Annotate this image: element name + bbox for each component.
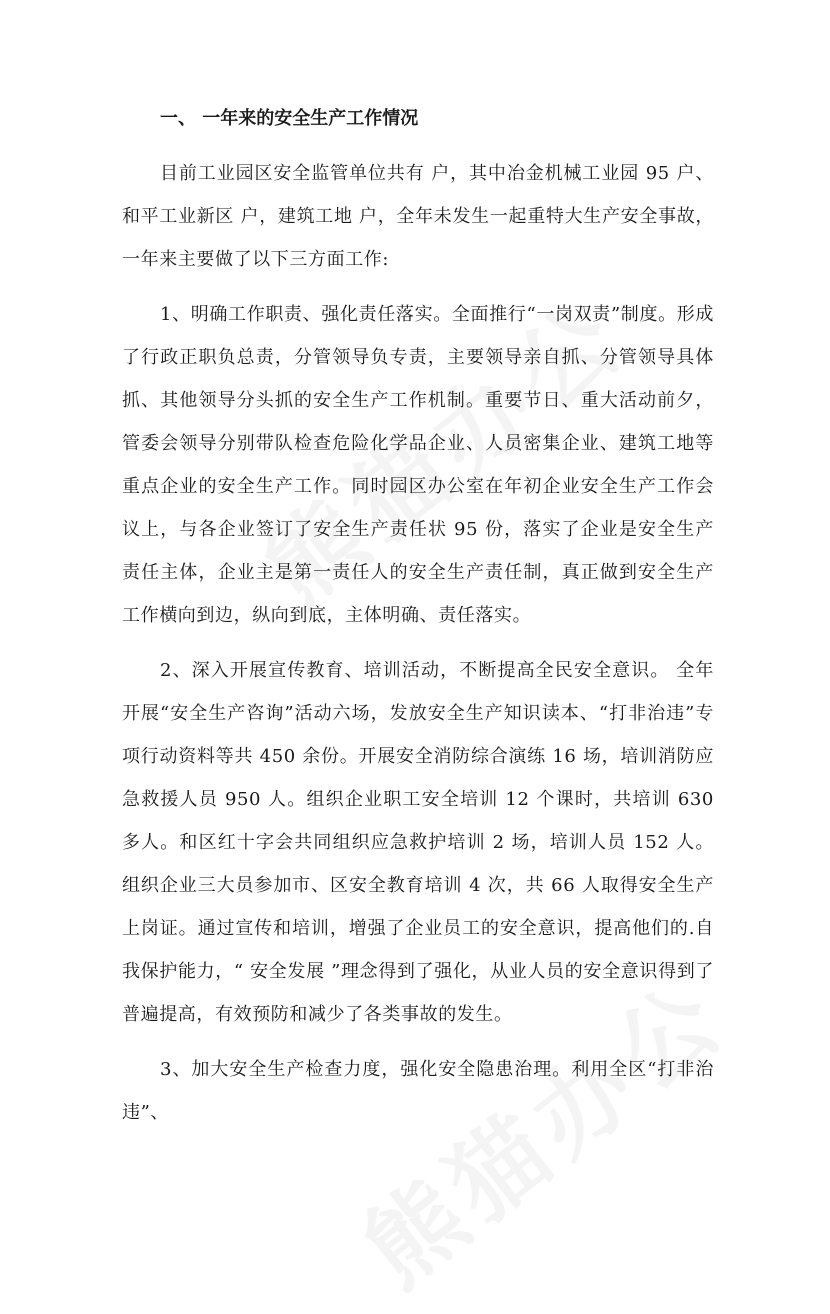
paragraph-item-3: 3、加大安全生产检查力度，强化安全隐患治理。利用全区“打非治违”、 <box>122 1059 714 1123</box>
paragraph-intro: 目前工业园区安全监管单位共有 户，其中冶金机械工业园 95 户、和平工业新区 户，建筑工地 户，全年未发生一起重特大生产安全事故，一年来主要做了以下三方面工作: <box>122 163 714 270</box>
document-body <box>122 100 714 1146</box>
paragraph-item-1: 1、明确工作职责、强化责任落实。全面推行“一岗双责”制度。形成了行政正职负总责，分管领导负专责，主要领导亲自抓、分管领导具体抓、其他领导分头抓的安全生产工作机制。重要节日、重大活动前夕，管委会领导分别带队检查危险化学品企业、人员密集企业、建筑工地等重点企业的安全生产工作。同时园区办公室在年初企业安全生产工作会议上，与各企业签订了安全生产责任状 95 份，落实了企业是安全生产责任主体，企业主是第一责任人的安全生产责任制，真正做到安全生产工作横向到边，纵向到底，主体明确、责任落实。 <box>122 304 715 626</box>
section-heading: 一、 一年来的安全生产工作情况 <box>160 108 419 129</box>
paragraph-item-2: 2、深入开展宣传教育、培训活动，不断提高全民安全意识。 全年开展“安全生产咨询”活动六场，发放安全生产知识读本、“打非治违”专项行动资料等共 450 余份。开展安全消防综合演练 16 场，培训消防应急救援人员 950 人。组织企业职工安全培训 12 个课时，共培训 630 多人。和区红十字会共同组织应急救护培训 2 场，培训人员 152 人。组织企业三大员参加市、区安全教育培训 4 次，共 66 人取得安全生产上岗证。通过宣传和培训，增强了企业员工的安全意识，提高他们的.自我保护能力，“ 安全发展 ”理念得到了强化，从业人员的安全意识得到了普遍提高，有效预防和减少了各类事故的发生。 <box>122 660 714 1025</box>
